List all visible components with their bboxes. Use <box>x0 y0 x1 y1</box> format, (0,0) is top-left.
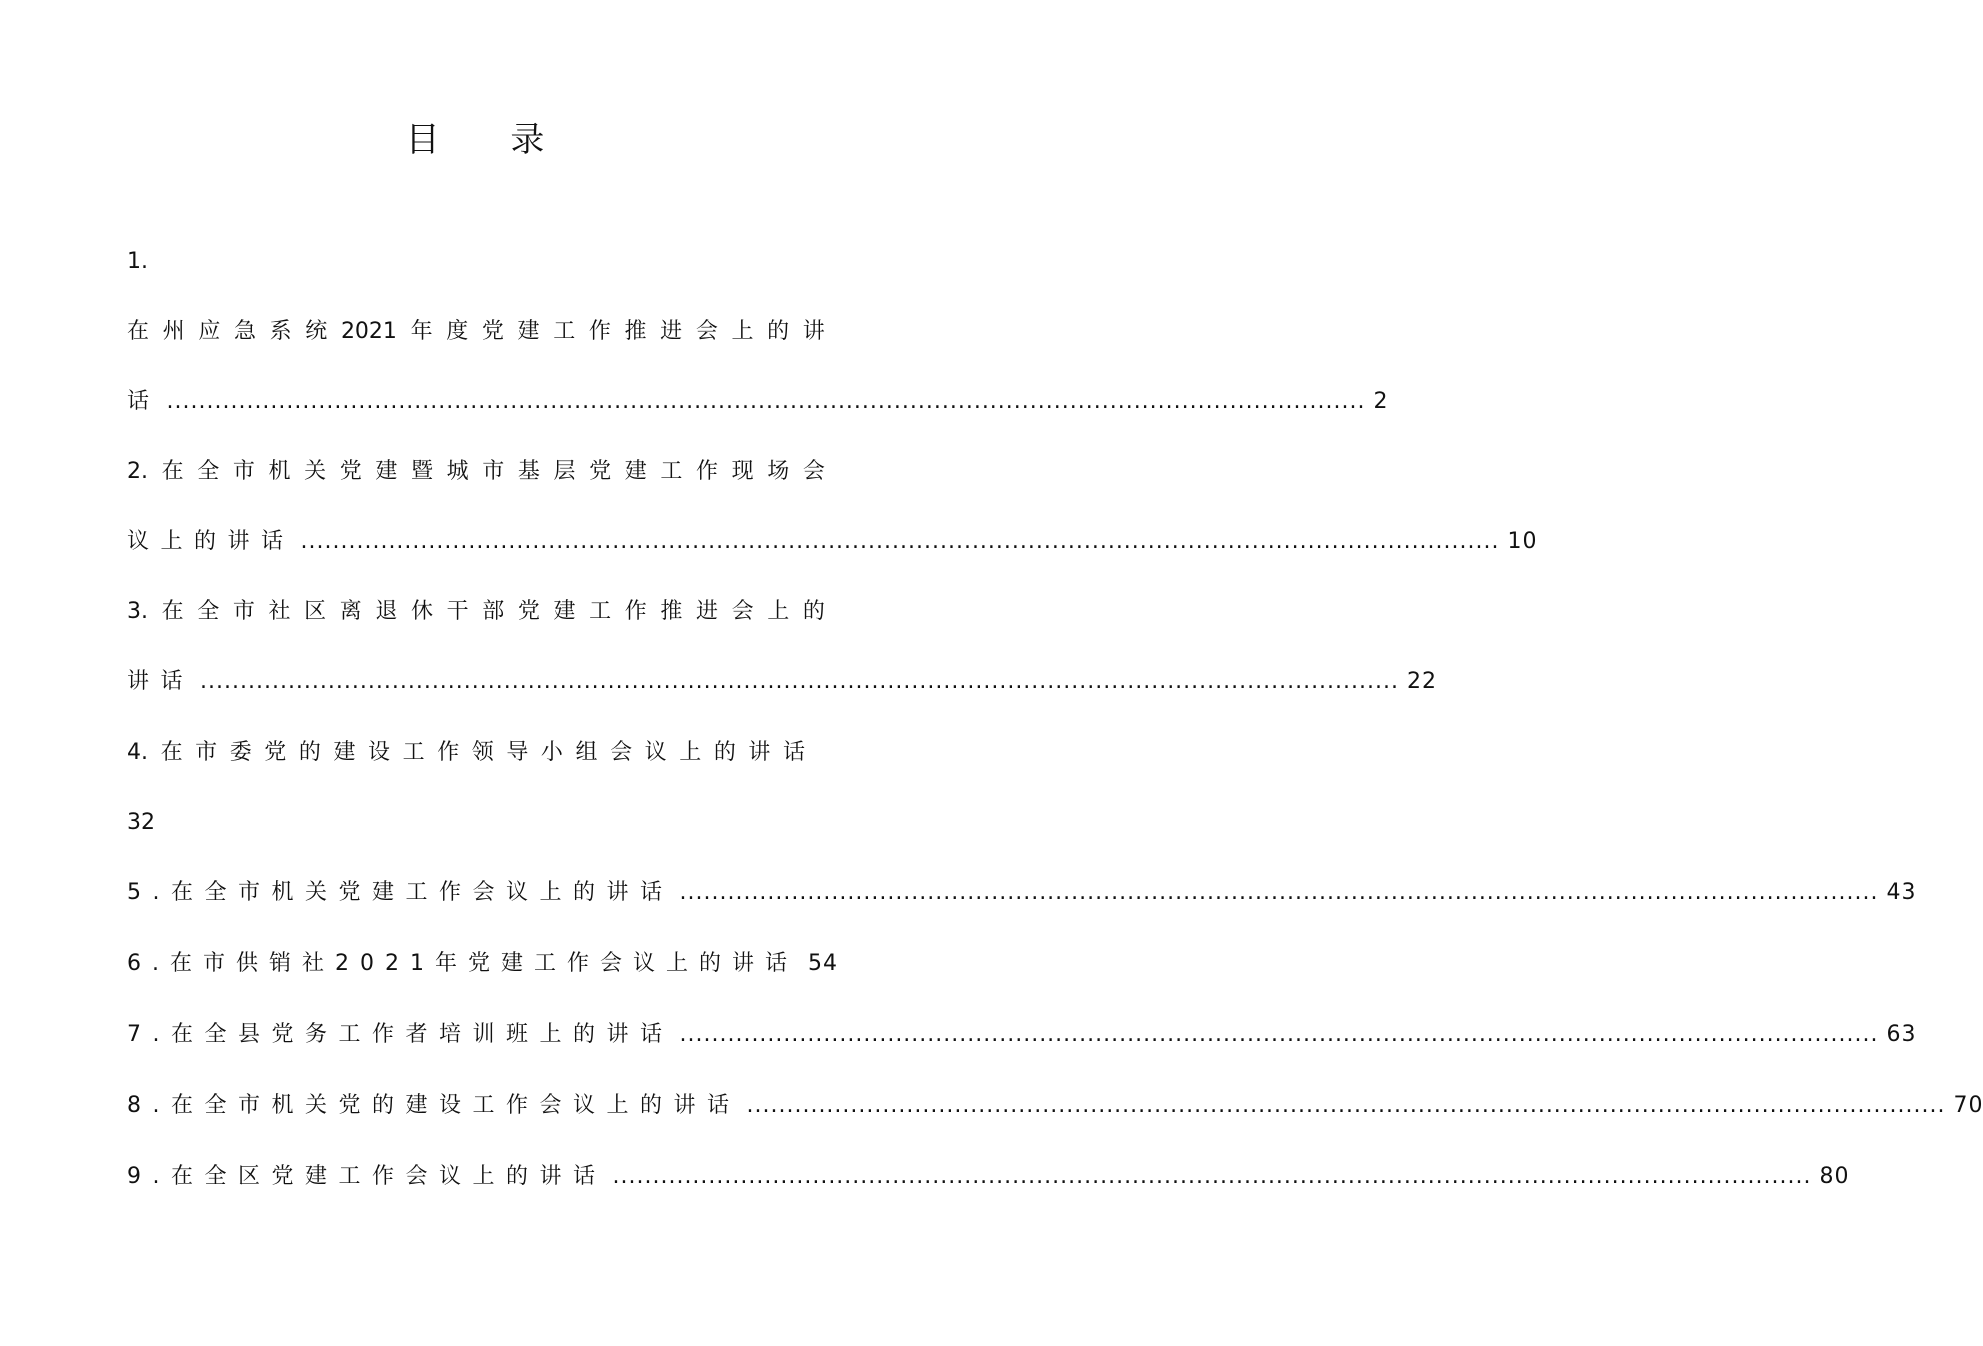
toc-char: 上 <box>767 599 790 624</box>
toc-char: 急 <box>233 319 256 344</box>
toc-char: 建 <box>333 740 356 765</box>
toc-char: 进 <box>660 319 683 344</box>
toc-char: 工 <box>553 319 576 344</box>
toc-entry-5[interactable] <box>127 873 1917 913</box>
toc-page-number: 43 <box>1886 880 1917 905</box>
toc-char: 会 <box>610 740 633 765</box>
toc-char: 党 <box>339 459 362 484</box>
toc-entry-1-line-b[interactable] <box>127 382 1389 422</box>
toc-char: 委 <box>229 740 252 765</box>
toc-char: 基 <box>517 459 540 484</box>
toc-entry-6[interactable] <box>127 944 838 984</box>
toc-char: 干 <box>446 599 469 624</box>
toc-char: 党 <box>589 459 612 484</box>
toc-char: 在 <box>161 459 184 484</box>
toc-char: 统 <box>305 319 328 344</box>
toc-entry-4-page: 32 <box>127 810 155 835</box>
toc-leader-dots: ...................................................................................................................................................... <box>300 529 1500 554</box>
toc-char: 会 <box>731 599 754 624</box>
toc-entry-8[interactable] <box>127 1086 1983 1126</box>
toc-char: 社 <box>268 599 291 624</box>
toc-char: 应 <box>198 319 221 344</box>
toc-char: 工 <box>660 459 683 484</box>
toc-char: 暨 <box>410 459 433 484</box>
toc-char: 层 <box>553 459 576 484</box>
toc-char: 讲 <box>748 740 771 765</box>
toc-entry-text: 8.在全市机关党的建设工作会议上的讲话 <box>127 1093 741 1118</box>
toc-char: 推 <box>660 599 683 624</box>
toc-char: 在 <box>127 319 150 344</box>
toc-char: 议 <box>644 740 667 765</box>
toc-char: 上 <box>731 319 754 344</box>
page-title: 目 录 <box>405 120 575 160</box>
toc-char: 4. <box>127 740 148 765</box>
toc-entry-text: 9.在全区党建工作会议上的讲话 <box>127 1164 607 1189</box>
toc-leader-dots: ...................................................................................................................................................... <box>166 389 1366 414</box>
toc-entry-4-line-a[interactable] <box>127 733 805 773</box>
toc-page-number: 80 <box>1819 1164 1850 1189</box>
toc-char: 在 <box>160 740 183 765</box>
toc-entry-text: 7.在全县党务工作者培训班上的讲话 <box>127 1022 674 1047</box>
toc-entry-3-line-b[interactable] <box>127 662 1437 702</box>
toc-char: 小 <box>540 740 563 765</box>
toc-entry-text: 议上的讲话 <box>127 529 295 554</box>
toc-char: 退 <box>375 599 398 624</box>
toc-entry-text: 5.在全市机关党建工作会议上的讲话 <box>127 880 674 905</box>
toc-char: 组 <box>575 740 598 765</box>
toc-page-number: 22 <box>1407 669 1437 694</box>
toc-char: 领 <box>471 740 494 765</box>
toc-char: 讲 <box>802 319 825 344</box>
toc-leader-dots: ...................................................................................................................................................... <box>746 1093 1946 1118</box>
toc-entry-1-line-a[interactable] <box>127 312 825 352</box>
toc-char: 全 <box>197 459 220 484</box>
toc-char: 的 <box>767 319 790 344</box>
toc-char: 的 <box>802 599 825 624</box>
toc-char: 作 <box>624 599 647 624</box>
toc-char: 度 <box>446 319 469 344</box>
toc-leader-dots: ...................................................................................................................................................... <box>679 1022 1879 1047</box>
toc-char: 区 <box>304 599 327 624</box>
toc-char: 休 <box>410 599 433 624</box>
toc-char: 党 <box>481 319 504 344</box>
toc-char: 作 <box>437 740 460 765</box>
toc-char: 的 <box>298 740 321 765</box>
toc-leader-dots: ...................................................................................................................................................... <box>200 669 1399 694</box>
toc-char: 机 <box>268 459 291 484</box>
toc-char: 2021 <box>340 319 397 344</box>
toc-entry-2-line-a[interactable] <box>127 452 825 492</box>
toc-char: 工 <box>402 740 425 765</box>
toc-char: 现 <box>731 459 754 484</box>
toc-char: 市 <box>232 599 255 624</box>
toc-entry-text: 话 <box>127 389 161 414</box>
toc-entry-9[interactable] <box>127 1157 1850 1197</box>
toc-leader-dots: ...................................................................................................................................................... <box>679 880 1879 905</box>
toc-char: 作 <box>695 459 718 484</box>
toc-char: 市 <box>195 740 218 765</box>
toc-char: 市 <box>232 459 255 484</box>
toc-char: 设 <box>368 740 391 765</box>
toc-char: 建 <box>553 599 576 624</box>
toc-entry-7[interactable] <box>127 1015 1917 1055</box>
toc-leader-dots: ...................................................................................................................................................... <box>612 1164 1812 1189</box>
toc-char: 上 <box>679 740 702 765</box>
toc-char: 关 <box>304 459 327 484</box>
toc-char: 系 <box>269 319 292 344</box>
toc-char: 作 <box>588 319 611 344</box>
toc-entry-text: 6.在市供销社2021年党建工作会议上的讲话 <box>127 951 798 976</box>
toc-page-number: 70 <box>1953 1093 1983 1118</box>
toc-char: 市 <box>482 459 505 484</box>
toc-char: 进 <box>695 599 718 624</box>
toc-char: 城 <box>446 459 469 484</box>
toc-page-number: 63 <box>1886 1022 1917 1047</box>
toc-entry-3-line-a[interactable] <box>127 592 825 632</box>
toc-page-number: 2 <box>1373 389 1389 414</box>
toc-char: 导 <box>506 740 529 765</box>
toc-page-number: 54 <box>807 951 838 976</box>
toc-entry-text: 讲话 <box>127 669 195 694</box>
toc-char: 会 <box>695 319 718 344</box>
toc-char: 工 <box>589 599 612 624</box>
toc-char: 3. <box>127 599 148 624</box>
toc-char: 建 <box>375 459 398 484</box>
toc-char: 的 <box>713 740 736 765</box>
toc-char: 2. <box>127 459 148 484</box>
toc-entry-2-line-b[interactable] <box>127 522 1538 562</box>
toc-char: 离 <box>339 599 362 624</box>
toc-char: 全 <box>197 599 220 624</box>
toc-char: 场 <box>767 459 790 484</box>
toc-char: 党 <box>517 599 540 624</box>
toc-char: 会 <box>802 459 825 484</box>
toc-char: 年 <box>410 319 433 344</box>
toc-char: 建 <box>517 319 540 344</box>
toc-page-number: 10 <box>1507 529 1538 554</box>
toc-char: 话 <box>782 740 805 765</box>
toc-line-1: 1. <box>127 249 148 274</box>
toc-char: 部 <box>482 599 505 624</box>
toc-char: 在 <box>161 599 184 624</box>
toc-char: 推 <box>624 319 647 344</box>
toc-char: 党 <box>264 740 287 765</box>
toc-char: 州 <box>162 319 185 344</box>
toc-char: 建 <box>624 459 647 484</box>
